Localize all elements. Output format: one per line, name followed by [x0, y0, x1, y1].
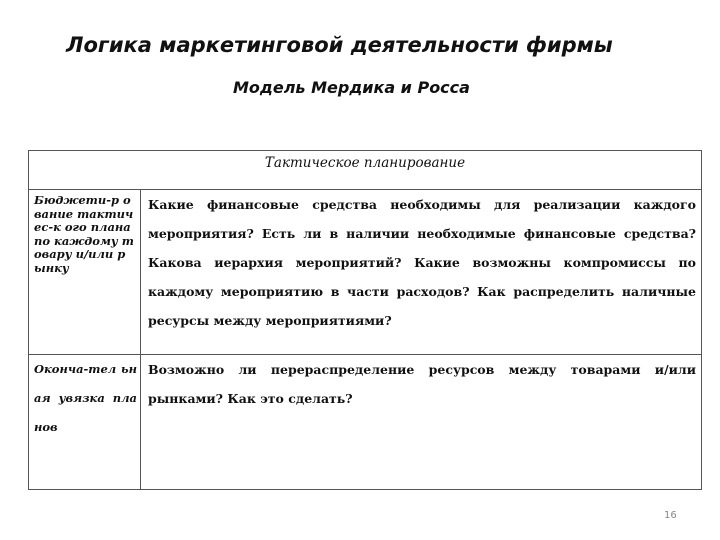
table-header-row	[29, 151, 702, 190]
row-label-final-linking: Оконча-тел ьная увязка планов	[29, 355, 141, 490]
row-text-budgeting: Какие финансовые средства необходимы для реализации каждого мероприятия? Есть ли в наличии необходимые финансовые средства? Какова иерархия мероприятий? Какие возможны компромиссы по каждому мероприятию в части расходов? Как распределить наличные ресурсы между мероприятиями?	[141, 190, 702, 355]
row-label-budgeting: Бюджети-р ование тактичес-к ого плана по каждому товару и/или рынку	[29, 190, 141, 355]
table-row	[29, 190, 702, 355]
table-header-cell: Тактическое планирование	[29, 151, 702, 190]
row-text-final-linking: Возможно ли перераспределение ресурсов между товарами и/или рынками? Как это сделать?	[141, 355, 702, 490]
planning-table	[28, 150, 702, 490]
table-row	[29, 355, 702, 490]
slide-subtitle: Модель Мердика и Росса	[233, 78, 470, 97]
page-number: 16	[664, 510, 677, 521]
slide-title: Логика маркетинговой деятельности фирмы	[66, 33, 613, 57]
